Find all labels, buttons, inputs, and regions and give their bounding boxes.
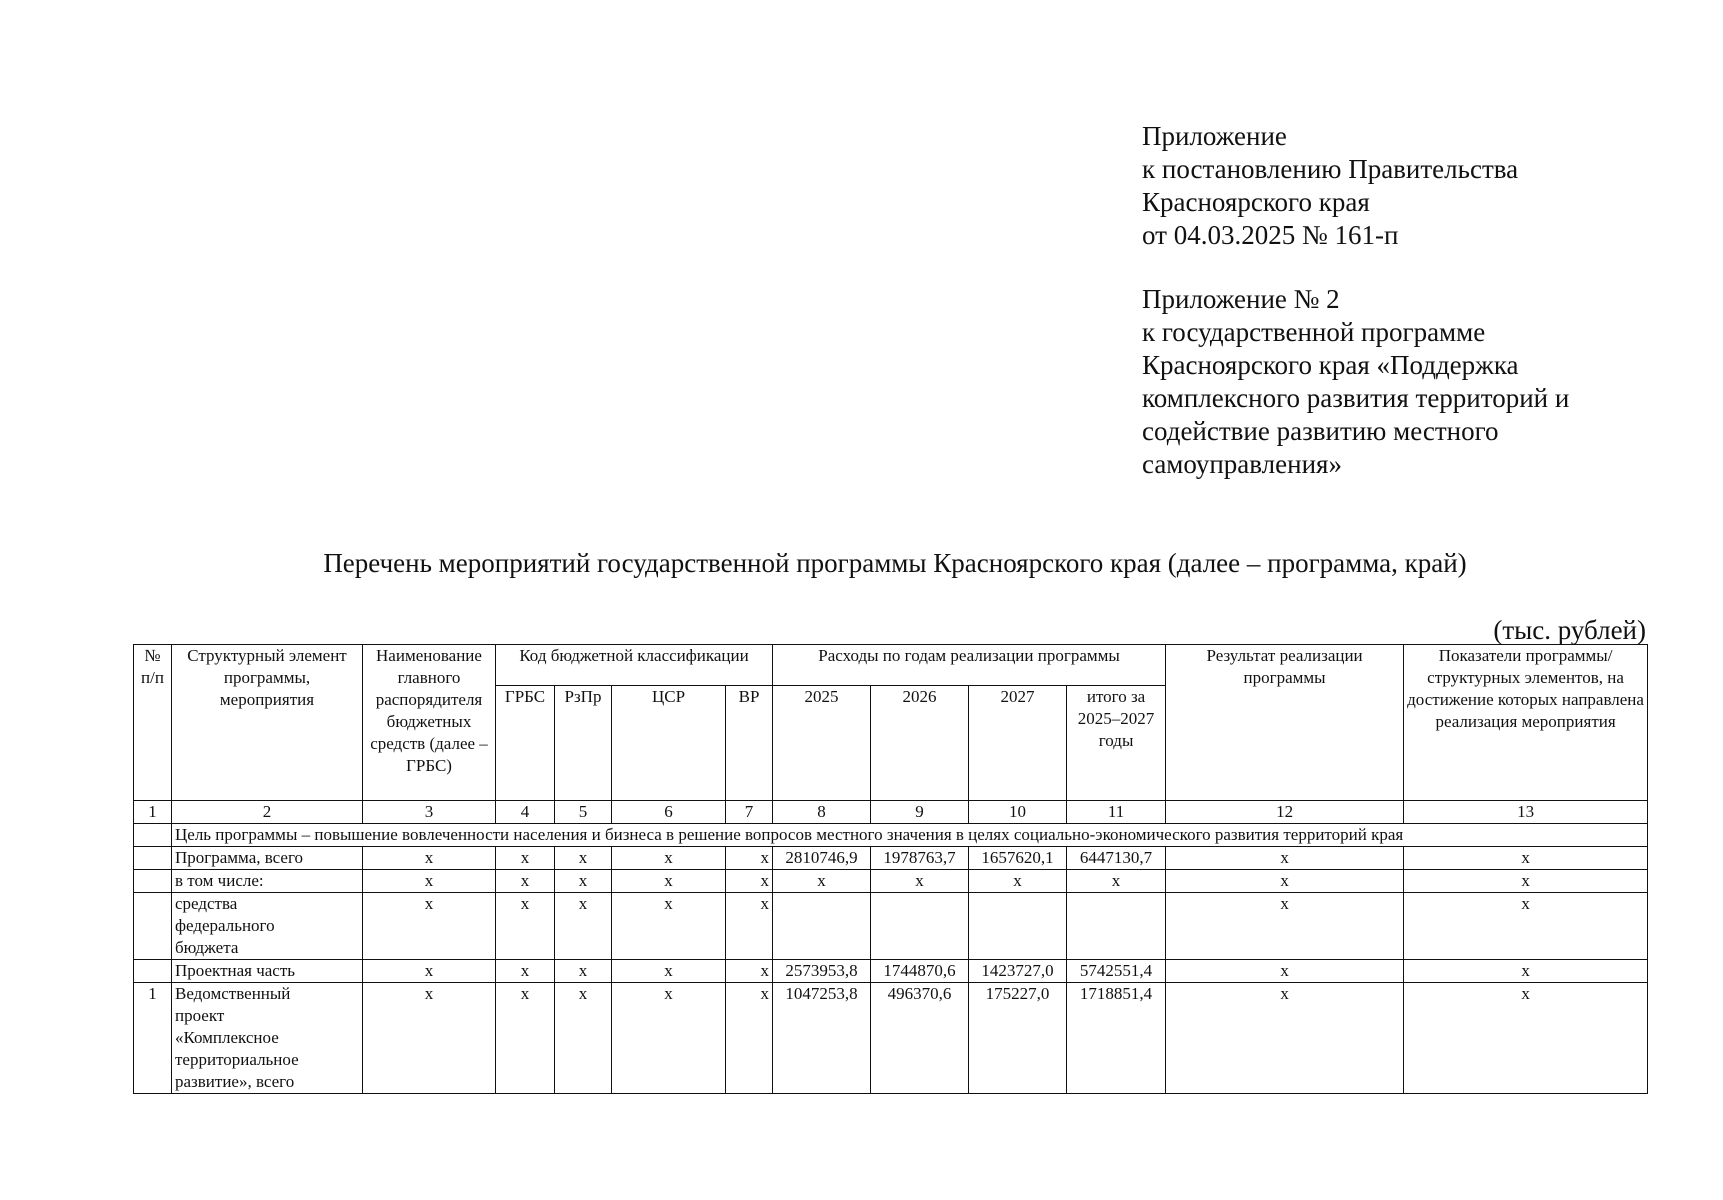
row-2027: 1657620,1 <box>969 847 1067 870</box>
table-row <box>134 960 1648 983</box>
header-num: № п/п <box>134 645 172 801</box>
row-rzpr: х <box>555 893 612 960</box>
row-grbs: х <box>496 847 555 870</box>
program-appendix-line: самоуправления» <box>1142 449 1342 479</box>
header-element: Структурный элемент программы, мероприятия <box>172 645 363 801</box>
row-2026: х <box>871 870 969 893</box>
row-vr: х <box>726 893 773 960</box>
column-number: 11 <box>1067 801 1166 824</box>
column-number: 1 <box>134 801 172 824</box>
row-num: 1 <box>134 983 172 1094</box>
row-rzpr: х <box>555 870 612 893</box>
column-number: 2 <box>172 801 363 824</box>
program-goal-row <box>134 824 1648 847</box>
measures-table <box>133 644 1648 1094</box>
header-csr: ЦСР <box>612 686 726 801</box>
column-number: 13 <box>1404 801 1648 824</box>
spacer <box>1142 252 1569 283</box>
table-header-row <box>134 645 1648 686</box>
row-csr: х <box>612 960 726 983</box>
row-2025: 2573953,8 <box>773 960 871 983</box>
header-total: итого за 2025–2027 годы <box>1067 686 1166 801</box>
row-csr: х <box>612 847 726 870</box>
program-appendix-line: Приложение № 2 <box>1142 284 1340 314</box>
row-element: Ведомственный проект «Комплексное территориальное развитие», всего <box>172 983 363 1094</box>
row-vr: х <box>726 983 773 1094</box>
appendix-line: от 04.03.2025 № 161-п <box>1142 220 1399 250</box>
appendix-header <box>1142 120 1569 481</box>
row-csr: х <box>612 983 726 1094</box>
row-2027: 1423727,0 <box>969 960 1067 983</box>
column-number: 6 <box>612 801 726 824</box>
header-grbs: ГРБС <box>496 686 555 801</box>
row-grbs-name: х <box>363 847 496 870</box>
row-grbs-name: х <box>363 983 496 1094</box>
header-grbs-name: Наименование главного распорядителя бюджетных средств (далее – ГРБС) <box>363 645 496 801</box>
column-number: 3 <box>363 801 496 824</box>
row-num <box>134 960 172 983</box>
row-indicators: х <box>1404 847 1648 870</box>
row-result: х <box>1166 847 1404 870</box>
row-rzpr: х <box>555 983 612 1094</box>
row-2025: 2810746,9 <box>773 847 871 870</box>
row-2027 <box>969 893 1067 960</box>
row-2027: 175227,0 <box>969 983 1067 1094</box>
row-grbs: х <box>496 960 555 983</box>
row-indicators: х <box>1404 893 1648 960</box>
document-title: Перечень мероприятий государственной программы Красноярского края (далее – программа, край) <box>323 548 1467 578</box>
row-vr: х <box>726 847 773 870</box>
row-2025 <box>773 893 871 960</box>
header-rzpr: РзПр <box>555 686 612 801</box>
row-element: Программа, всего <box>172 847 363 870</box>
column-number: 8 <box>773 801 871 824</box>
row-grbs-name: х <box>363 960 496 983</box>
row-result: х <box>1166 893 1404 960</box>
row-num <box>134 847 172 870</box>
row-2027: х <box>969 870 1067 893</box>
row-result: х <box>1166 960 1404 983</box>
row-num <box>134 870 172 893</box>
table-row <box>134 983 1648 1094</box>
program-appendix-line: комплексного развития территорий и <box>1142 383 1570 413</box>
column-number: 12 <box>1166 801 1404 824</box>
row-vr: х <box>726 960 773 983</box>
column-number-row <box>134 801 1648 824</box>
row-element: Проектная часть <box>172 960 363 983</box>
table-row <box>134 870 1648 893</box>
units-label: (тыс. рублей) <box>1493 615 1646 645</box>
header-2025: 2025 <box>773 686 871 801</box>
row-total: х <box>1067 870 1166 893</box>
header-expenses: Расходы по годам реализации программы <box>773 645 1166 686</box>
row-num <box>134 893 172 960</box>
header-budget-code: Код бюджетной классификации <box>496 645 773 686</box>
row-indicators: х <box>1404 870 1648 893</box>
row-2026 <box>871 893 969 960</box>
row-grbs-name: х <box>363 870 496 893</box>
header-result: Результат реализации программы <box>1166 645 1404 801</box>
row-indicators: х <box>1404 960 1648 983</box>
row-total: 5742551,4 <box>1067 960 1166 983</box>
row-grbs-name: х <box>363 893 496 960</box>
row-element: в том числе: <box>172 870 363 893</box>
row-rzpr: х <box>555 960 612 983</box>
row-csr: х <box>612 893 726 960</box>
row-grbs: х <box>496 983 555 1094</box>
row-2026: 1978763,7 <box>871 847 969 870</box>
row-2025: 1047253,8 <box>773 983 871 1094</box>
header-2026: 2026 <box>871 686 969 801</box>
row-2025: х <box>773 870 871 893</box>
header-2027: 2027 <box>969 686 1067 801</box>
row-element: средства федерального бюджета <box>172 893 363 960</box>
header-indicators: Показатели программы/ структурных элементов, на достижение которых направлена реализация мероприятия <box>1404 645 1648 801</box>
program-appendix-line: содействие развитию местного <box>1142 416 1499 446</box>
row-2026: 1744870,6 <box>871 960 969 983</box>
appendix-line: к постановлению Правительства <box>1142 154 1519 184</box>
appendix-line: Приложение <box>1142 121 1287 151</box>
row-grbs: х <box>496 893 555 960</box>
header-vr: ВР <box>726 686 773 801</box>
row-result: х <box>1166 983 1404 1094</box>
row-csr: х <box>612 870 726 893</box>
row-total: 6447130,7 <box>1067 847 1166 870</box>
column-number: 10 <box>969 801 1067 824</box>
row-result: х <box>1166 870 1404 893</box>
column-number: 9 <box>871 801 969 824</box>
program-appendix-line: к государственной программе <box>1142 317 1486 347</box>
column-number: 7 <box>726 801 773 824</box>
appendix-line: Красноярского края <box>1142 187 1370 217</box>
column-number: 4 <box>496 801 555 824</box>
program-appendix-line: Красноярского края «Поддержка <box>1142 350 1519 380</box>
row-vr: х <box>726 870 773 893</box>
table-row <box>134 893 1648 960</box>
row-rzpr: х <box>555 847 612 870</box>
row-total: 1718851,4 <box>1067 983 1166 1094</box>
row-indicators: х <box>1404 983 1648 1094</box>
table-row <box>134 847 1648 870</box>
program-goal: Цель программы – повышение вовлеченности населения и бизнеса в решение вопросов местного значения в целях социально-экономического развития территорий края <box>172 824 1648 847</box>
goal-num-cell <box>134 824 172 847</box>
row-2026: 496370,6 <box>871 983 969 1094</box>
column-number: 5 <box>555 801 612 824</box>
row-grbs: х <box>496 870 555 893</box>
row-total <box>1067 893 1166 960</box>
